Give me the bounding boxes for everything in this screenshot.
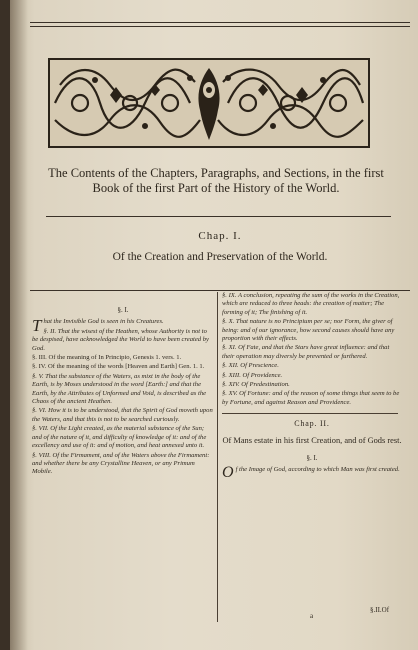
book-page xyxy=(10,0,418,650)
left-paragraph-4: §. IV. Of the meaning of the words [Heaven and Earth] Gen. 1. 1. xyxy=(32,363,205,371)
left-paragraph-5: §. V. That the substance of the Waters, as mixt in the body of the Earth, is by Moses understood in the word [Earth:] and that the Earth, by the Attributes of Unformed and Void, is described as the Chaos of the ancient Heathen. xyxy=(32,372,207,406)
title-rule xyxy=(46,216,391,217)
left-paragraph-3: §. III. Of the meaning of In Principio, Genesis 1. vers. 1. xyxy=(32,354,182,362)
left-paragraph-7: §. VII. Of the Light created, as the material substance of the Sun; and of the nature of it, and difficulty of knowledge of it: and of the excellency and use of it: and of motion, and heat annexed unto it. xyxy=(32,425,207,450)
drop-cap: T xyxy=(32,316,42,336)
signature-mark: a xyxy=(310,612,314,620)
right-section-label: §. I. xyxy=(306,453,318,462)
chapter-2-subtitle: Of Mans estate in his first Creation, and of Gods rest. xyxy=(222,435,402,445)
drop-cap-2: O xyxy=(222,464,234,482)
left-paragraph-8: §. VIII. Of the Firmament, and of the Waters above the Firmament: and whether there be any Crystalline Heaven, or any Primum Mobile. xyxy=(32,451,210,476)
right-paragraph-4: §. XII. Of Prescience. xyxy=(222,362,279,370)
left-paragraph-2: §. II. That the wisest of the Heathen, whose Authority is not to be despised, have acknowledged the World to have been created by God. xyxy=(32,327,209,352)
ornamental-headpiece xyxy=(48,58,370,148)
chapter-1-heading: Chap. I. xyxy=(198,230,242,242)
contents-title: The Contents of the Chapters, Paragraphs, and Sections, in the first Book of the first Part of the History of the World. xyxy=(48,166,384,195)
top-rule xyxy=(30,22,410,23)
left-paragraph-1: That the Invisible God is seen in his Creatures. xyxy=(32,316,164,336)
right-paragraph-2: §. X. That nature is no Principium per se; nor Form, the giver of being: and of our ignorance, how second causes should have any proportion with their effects. xyxy=(222,318,395,343)
left-column xyxy=(32,304,214,478)
left-paragraph-6: §. VI. How it is to be understood, that the Spirit of God moveth upon the Waters, and that this is not to be searched curiously. xyxy=(32,407,213,423)
right-paragraph-6: §. XIV. Of Predestination. xyxy=(222,381,290,389)
headpiece-ornament-image xyxy=(50,60,368,146)
column-divider xyxy=(217,292,218,622)
right-paragraph-1: §. IX. A conclusion, repeating the sum of the works in the Creation, which are reduced to three heads: the creation of matter; The forming of it; The finishing of it. xyxy=(222,292,400,316)
right-rule xyxy=(222,413,398,414)
chapter-2-heading: Chap. II. xyxy=(294,419,330,429)
right-paragraph-5: §. XIII. Of Providence. xyxy=(222,371,283,379)
right-column xyxy=(222,292,402,480)
chapter-1-subtitle: Of the Creation and Preservation of the World. xyxy=(112,251,328,263)
top-rule-inner xyxy=(30,26,410,27)
right-paragraph-3: §. XI. Of Fate, and that the Stars have great influence: and that their operation may diversly be prevented or furthered. xyxy=(222,344,390,360)
right-paragraph-7: §. XV. Of Fortune: and of the reason of some things that seem to be by Fortune, and against Reason and Providence. xyxy=(222,390,400,406)
left-section-label: §. I. xyxy=(117,306,129,314)
gutter-shadow xyxy=(10,0,28,650)
chapter-rule xyxy=(30,290,410,291)
catchword: §.II.Of xyxy=(370,606,390,614)
right-last-paragraph: Of the Image of God, according to which Man was first created. xyxy=(222,464,400,482)
